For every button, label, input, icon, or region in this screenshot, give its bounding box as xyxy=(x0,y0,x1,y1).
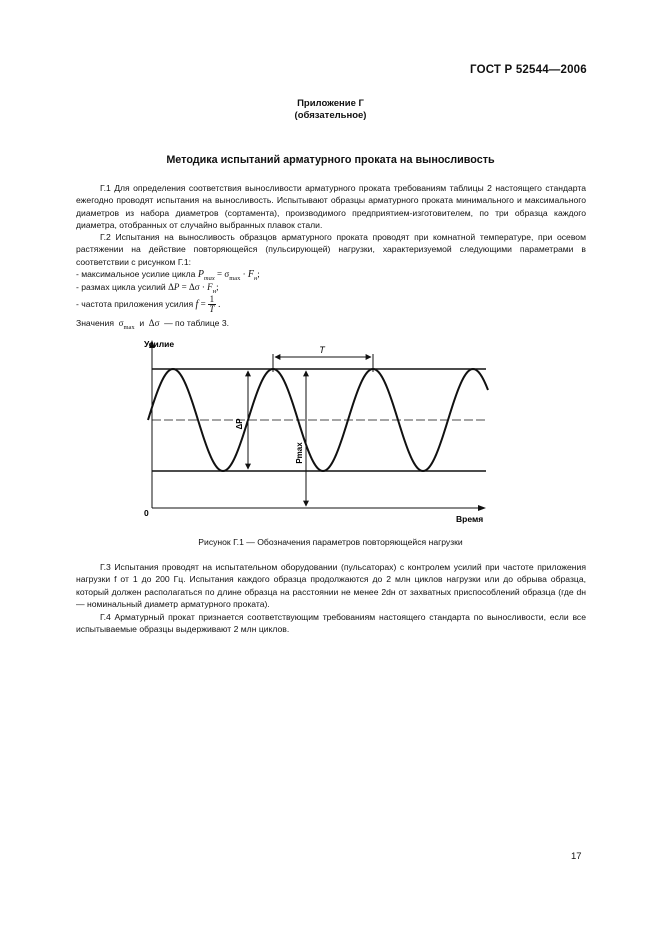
annex-status: (обязательное) xyxy=(294,110,367,121)
y-axis-label: Усилие xyxy=(144,339,175,349)
values-note: Значения $\sigma_{max}$ и Δσ — по таблице 3. xyxy=(76,318,229,331)
load-cycle-figure xyxy=(130,332,500,527)
paragraph-g4-text: Г.4 Арматурный прокат признается соответствующим требованиям настоящего стандарта по выносливости, если все испытываемые образцы выдерживают 2 млн циклов. xyxy=(76,612,586,635)
paragraph-g3-text: Г.3 Испытания проводят на испытательном оборудовании (пульсаторах) с контролем усилий при частоте приложения нагрузки f от 1 до 200 Гц. Испытания каждого образца продолжаются до 2 млн циклов нагрузки или до обрыва образца, который должен располагаться по длине образца на расстоянии не менее 2dн от захватных приспособлений образца (где dн — номинальный диаметр арматурного проката). xyxy=(76,562,586,609)
paragraph-g4 xyxy=(76,611,586,636)
figure-caption: Рисунок Г.1 — Обозначения параметров повторяющейся нагрузки xyxy=(198,537,463,547)
paragraph-g1-text: Г.1 Для определения соответствия выносливости арматурного проката требованиям таблицы 2 настоящего стандарта ежегодно проводят испытания на выносливость. Испытывают образцы арматурного проката минимального и максимального диаметров из набора диаметров (сортамента), производимого предприятием-изготовителем, по три образца каждого диаметра, отобранных от случайно выбранных плавок стали. xyxy=(76,183,586,230)
param-frequency: - частота приложения усилия f = $\frac{1}{T}$ . xyxy=(76,294,221,314)
formula-delta-p: $\Delta P = \Delta\sigma \cdot F_н$; xyxy=(168,282,219,295)
range-label: ΔP xyxy=(235,418,244,430)
x-axis-arrow xyxy=(478,505,486,511)
section-title: Методика испытаний арматурного проката на выносливость xyxy=(166,154,495,166)
annex-title: Приложение Г xyxy=(297,98,364,109)
paragraph-g2-text: Г.2 Испытания на выносливость образцов арматурного проката проводят при комнатной температуре, при осевом растяжении на действие повторяющейся (пульсирующей) нагрузки, характеризуемой следующими параметрами в соответствии с рисунком Г.1: xyxy=(76,232,586,267)
param-range-label: - размах цикла усилий xyxy=(76,282,166,292)
values-note-pre: Значения xyxy=(76,318,114,328)
paragraph-g1 xyxy=(76,182,586,231)
values-note-post: — по таблице 3. xyxy=(164,318,229,328)
param-max-force-label: - максимальное усилие цикла xyxy=(76,269,196,279)
page-number: 17 xyxy=(571,851,582,862)
formula-frequency: f xyxy=(195,298,199,310)
param-frequency-label: - частота приложения усилия xyxy=(76,298,194,309)
values-note-mid: и xyxy=(139,318,145,328)
period-label: T xyxy=(319,345,325,355)
paragraph-g2 xyxy=(76,231,586,268)
x-axis-label: Время xyxy=(456,514,484,524)
paragraph-g3 xyxy=(76,561,586,610)
origin-label: 0 xyxy=(144,508,149,518)
formula-pmax: $P_{max}$ xyxy=(197,269,215,282)
fraction-one-over-t: $\frac{1}{T}$ xyxy=(209,294,215,314)
document-code: ГОСТ Р 52544—2006 xyxy=(470,64,587,76)
param-max-force: - максимальное усилие цикла $P_{max} = \sigma_{max} \cdot F_н$; xyxy=(76,269,260,282)
pmax-label: Pmax xyxy=(295,442,304,464)
